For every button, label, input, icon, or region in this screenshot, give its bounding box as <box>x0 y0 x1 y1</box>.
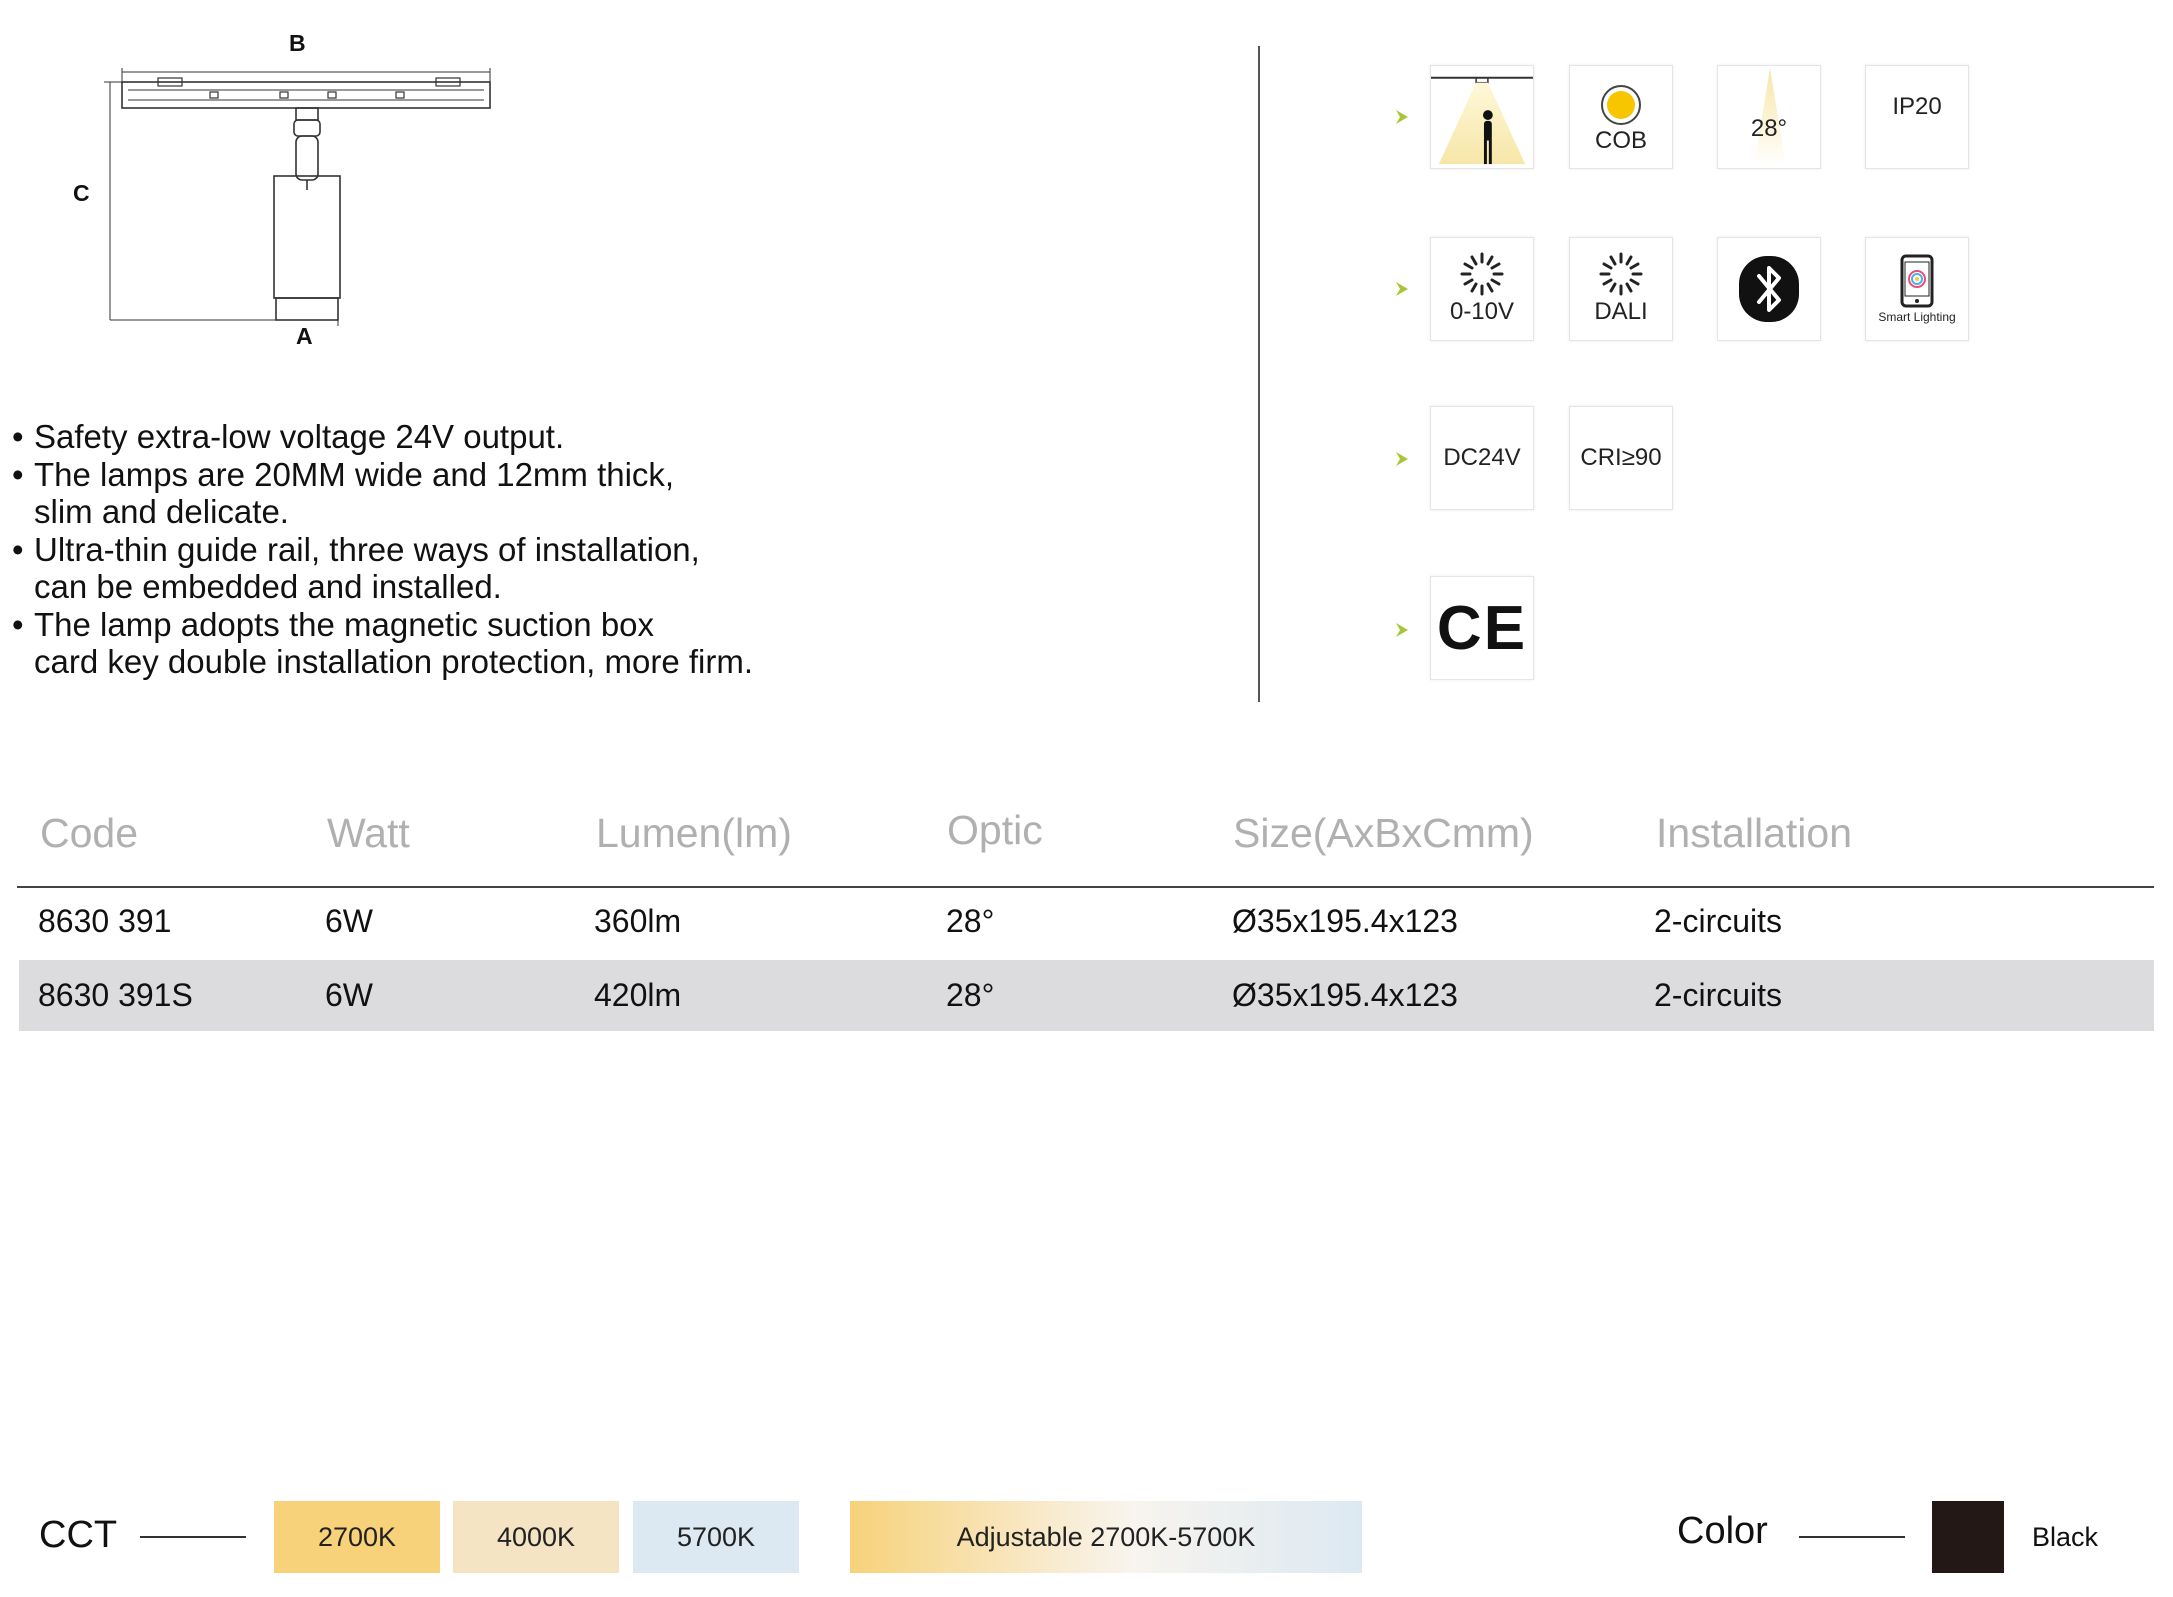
beam-angle-icon: 28° <box>1717 65 1821 169</box>
product-diagram <box>80 20 520 360</box>
vertical-divider <box>1258 46 1260 702</box>
voltage-icon: DC24V <box>1430 406 1534 510</box>
color-name: Black <box>2032 1522 2099 1552</box>
cell-code: 8630 391S <box>38 977 193 1013</box>
cell-optic: 28° <box>946 903 995 939</box>
cri-icon: CRI≥90 <box>1569 406 1673 510</box>
cell-installation: 2-circuits <box>1654 903 1783 939</box>
row-arrow-icon <box>1394 109 1410 125</box>
cct-label: CCT <box>39 1514 118 1556</box>
dali-icon: DALI <box>1569 237 1673 341</box>
feature-item: • Safety extra-low voltage 24V output. <box>12 418 565 455</box>
cell-watt: 6W <box>325 977 373 1013</box>
dimension-label-a: A <box>296 323 313 349</box>
smart-lighting-icon: Smart Lighting <box>1865 237 1969 341</box>
feature-item: • The lamps are 20MM wide and 12mm thick, slim and delicate. <box>12 455 675 530</box>
cell-code: 8630 391 <box>38 903 172 939</box>
track-spotlight-icon <box>1430 65 1534 169</box>
row-arrow-icon <box>1394 622 1410 638</box>
table-header-installation: Installation <box>1656 810 1853 856</box>
track-light-drawing <box>80 20 520 360</box>
cct-leader-line <box>140 1536 246 1538</box>
cell-lumen: 420lm <box>594 977 682 1013</box>
cct-option-2700k: 2700K <box>274 1501 440 1573</box>
color-label: Color <box>1677 1510 1768 1552</box>
table-header-code: Code <box>40 810 139 856</box>
cct-option-adjustable: Adjustable 2700K-5700K <box>850 1501 1362 1573</box>
cell-lumen: 360lm <box>594 903 682 939</box>
dimension-label-b: B <box>289 30 306 56</box>
row-arrow-icon <box>1394 451 1410 467</box>
cell-optic: 28° <box>946 977 995 1013</box>
table-header-rule <box>17 886 2154 888</box>
cct-option-5700k: 5700K <box>633 1501 799 1573</box>
cell-installation: 2-circuits <box>1654 977 1783 1013</box>
row-arrow-icon <box>1394 281 1410 297</box>
dimension-label-c: C <box>73 180 90 206</box>
table-header-watt: Watt <box>327 810 410 856</box>
dimming-0-10v-icon: 0-10V <box>1430 237 1534 341</box>
ce-mark-icon: CE <box>1430 576 1534 680</box>
smartphone-icon <box>1900 254 1934 308</box>
feature-list <box>12 418 753 681</box>
color-swatch-black <box>1932 1501 2004 1573</box>
table-header-optic: Optic <box>947 807 1043 853</box>
cell-watt: 6W <box>325 903 373 939</box>
table-header-size: Size(AxBxCmm) <box>1233 810 1534 856</box>
feature-item: • The lamp adopts the magnetic suction box card key double installation protection, more firm. <box>12 605 754 680</box>
bluetooth-icon <box>1717 237 1821 341</box>
table-header-lumen: Lumen(lm) <box>596 810 792 856</box>
color-leader-line <box>1799 1536 1905 1538</box>
cell-size: Ø35x195.4x123 <box>1232 977 1458 1013</box>
feature-item: • Ultra-thin guide rail, three ways of installation, can be embedded and installed. <box>12 530 700 605</box>
cct-option-4000k: 4000K <box>453 1501 619 1573</box>
cob-icon: COB <box>1569 65 1673 169</box>
cell-size: Ø35x195.4x123 <box>1232 903 1458 939</box>
ip-rating-icon: IP20 <box>1865 65 1969 169</box>
